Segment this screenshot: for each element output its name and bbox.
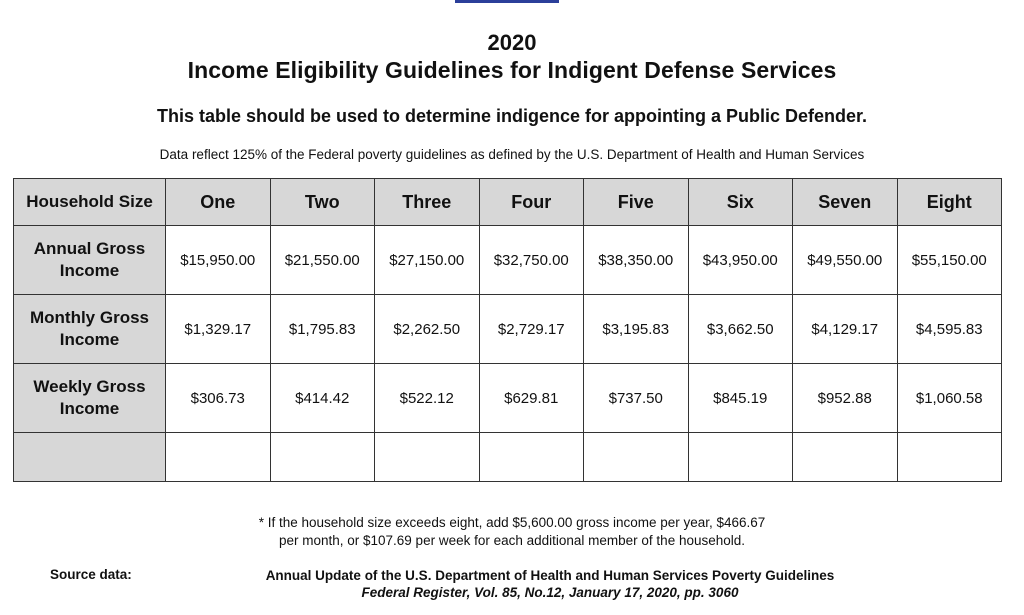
row-label-line: Income (59, 399, 120, 418)
column-header-eight: Eight (897, 179, 1002, 226)
column-header-household-size: Household Size (14, 179, 166, 226)
column-header-two: Two (270, 179, 375, 226)
table-cell-empty (270, 433, 375, 482)
table-cell: $49,550.00 (793, 226, 898, 295)
table-cell: $1,795.83 (270, 295, 375, 364)
row-label-line: Annual Gross (33, 239, 146, 258)
table-cell: $4,595.83 (897, 295, 1002, 364)
row-label-blank (14, 433, 166, 482)
source-line: Annual Update of the U.S. Department of Health and Human Services Poverty Guidelines (265, 568, 835, 583)
row-label-monthly-gross-income (14, 295, 166, 364)
row-label-line: Income (59, 261, 120, 280)
table-cell: $306.73 (166, 364, 271, 433)
table-cell: $2,262.50 (375, 295, 480, 364)
table-cell: $1,329.17 (166, 295, 271, 364)
table-cell: $522.12 (375, 364, 480, 433)
footnote (0, 514, 1024, 550)
table-cell-empty (688, 433, 793, 482)
document-subtitle: This table should be used to determine indigence for appointing a Public Defender. (156, 106, 868, 126)
column-header-three: Three (375, 179, 480, 226)
table-cell: $27,150.00 (375, 226, 480, 295)
row-label-line: Income (59, 330, 120, 349)
document-year: 2020 (487, 30, 537, 55)
table-row-blank (14, 433, 1002, 482)
column-header-seven: Seven (793, 179, 898, 226)
table-cell: $414.42 (270, 364, 375, 433)
table-cell: $1,060.58 (897, 364, 1002, 433)
table-header-row (14, 179, 1002, 226)
column-header-six: Six (688, 179, 793, 226)
table-cell-empty (584, 433, 689, 482)
table-cell: $55,150.00 (897, 226, 1002, 295)
table-cell-empty (375, 433, 480, 482)
row-label-annual-gross-income (14, 226, 166, 295)
column-header-one: One (166, 179, 271, 226)
table-cell: $2,729.17 (479, 295, 584, 364)
table-cell: $15,950.00 (166, 226, 271, 295)
table-cell: $845.19 (688, 364, 793, 433)
table-row-weekly (14, 364, 1002, 433)
table-cell: $629.81 (479, 364, 584, 433)
table-cell-empty (897, 433, 1002, 482)
table-cell: $952.88 (793, 364, 898, 433)
top-rule (455, 0, 559, 3)
table-row-annual (14, 226, 1002, 295)
table-cell-empty (793, 433, 898, 482)
column-header-five: Five (584, 179, 689, 226)
table-cell: $21,550.00 (270, 226, 375, 295)
table-cell: $4,129.17 (793, 295, 898, 364)
source-citation: Federal Register, Vol. 85, No.12, January 17, 2020, pp. 3060 (361, 585, 739, 600)
table-cell-empty (479, 433, 584, 482)
footnote-line: per month, or $107.69 per week for each additional member of the household. (278, 533, 746, 548)
table-cell: $737.50 (584, 364, 689, 433)
income-guidelines-table (13, 178, 1002, 482)
row-label-line: Weekly Gross (33, 377, 146, 396)
table-cell: $3,662.50 (688, 295, 793, 364)
column-header-four: Four (479, 179, 584, 226)
table-row-monthly (14, 295, 1002, 364)
table-cell: $32,750.00 (479, 226, 584, 295)
document-title: Income Eligibility Guidelines for Indigent Defense Services (187, 57, 837, 83)
table-cell-empty (166, 433, 271, 482)
table-cell: $38,350.00 (584, 226, 689, 295)
row-label-weekly-gross-income (14, 364, 166, 433)
footnote-line: * If the household size exceeds eight, add $5,600.00 gross income per year, $466.67 (258, 515, 766, 530)
table-cell: $3,195.83 (584, 295, 689, 364)
data-note: Data reflect 125% of the Federal poverty guidelines as defined by the U.S. Department of Health and Human Services (159, 147, 865, 162)
row-label-line: Monthly Gross (29, 308, 149, 327)
table-cell: $43,950.00 (688, 226, 793, 295)
source-text (160, 567, 940, 601)
source-label: Source data: (50, 567, 132, 582)
